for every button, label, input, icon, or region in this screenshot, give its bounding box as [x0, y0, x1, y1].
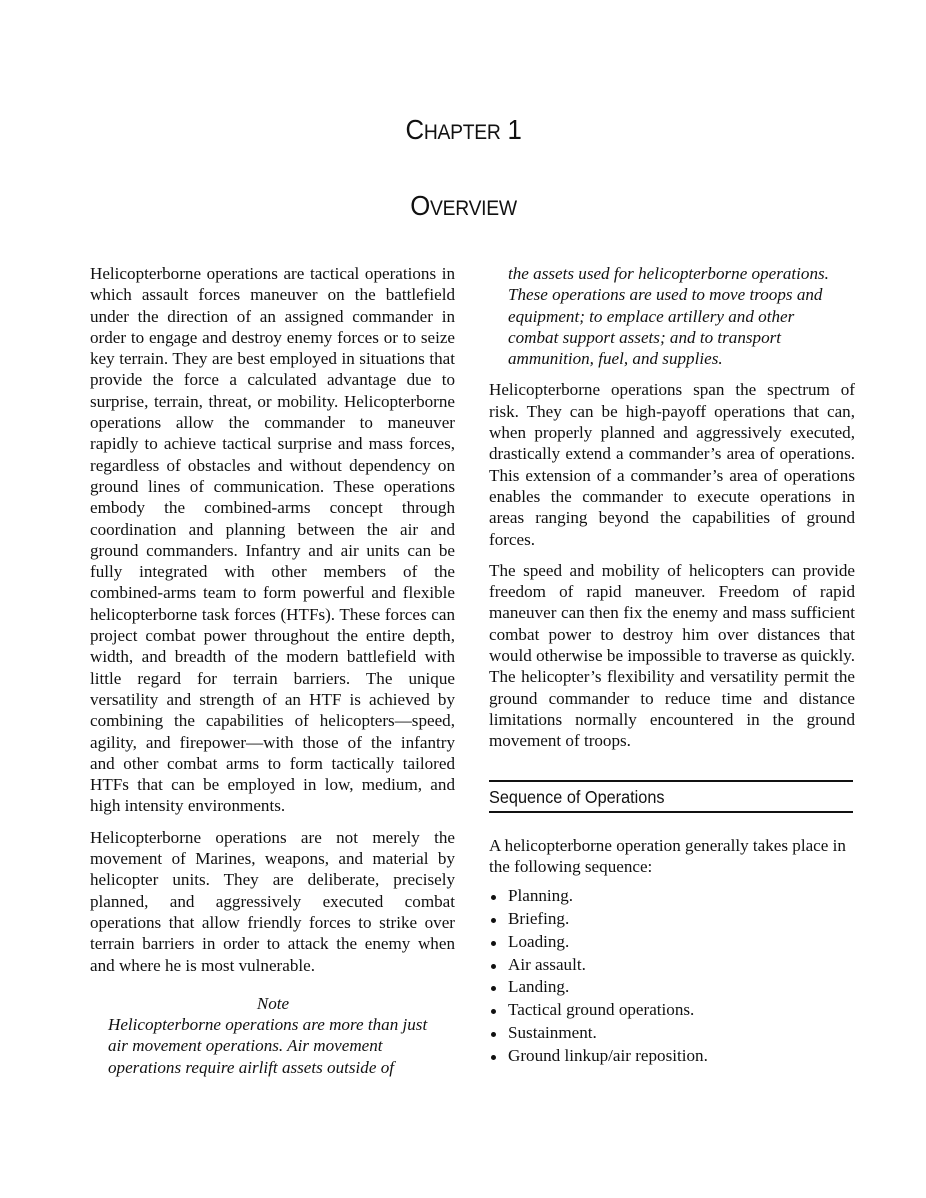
note-title: Note: [256, 993, 290, 1013]
list-item: [489, 976, 855, 999]
note-continuation: the assets used for helicopterborne operations. These operations are used to move troops and equipment; to emplace artillery and other combat support assets; and to transport ammunition, fuel, and supplies.: [508, 264, 829, 369]
chapter-label-initial: C: [405, 114, 424, 145]
list-item: [489, 908, 855, 931]
list-item: [489, 999, 855, 1022]
chapter-number: 1: [507, 114, 522, 145]
list-item: [489, 954, 855, 977]
list-item-text: Landing.: [508, 977, 570, 997]
paragraph-spectrum-of-risk: Helicopterborne operations span the spectrum of risk. They can be high-payoff operations that can, when properly planned and aggressively executed, drastically extend a commander’s area of operations. This extension of a commander’s area of operations enables the commander to execute operations in areas ranging beyond the capabilities of ground forces.: [489, 380, 855, 549]
chapter-label-rest: HAPTER: [423, 121, 501, 144]
note-text: Helicopterborne operations are more than just air movement operations. Air movement operations require airlift assets outside of: [108, 1015, 428, 1077]
section-header-sequence: [489, 780, 853, 813]
list-item: [489, 1045, 855, 1068]
bullet-icon: [491, 964, 496, 969]
bullet-icon: [491, 986, 496, 991]
list-item-text: Loading.: [508, 931, 570, 951]
list-item-text: Ground linkup/air reposition.: [508, 1045, 708, 1065]
paragraph-intro: Helicopterborne operations are tactical operations in which assault forces maneuver on the battlefield under the direction of an assigned commander in order to engage and destroy enemy forces or to seize key terrain. They are best employed in situations that provide the force a calculated advantage due to surprise, terrain, threat, or mobility. Helicopterborne operations allow the commander to maneuver rapidly to achieve tactical surprise and mass forces, regardless of obstacles and without dependency on ground lines of communication. These operations embody the combined-arms concept through coordination and planning between the air and ground commanders. Infantry and air units can be fully integrated with other members of the combined-arms team to form powerful and flexible helicopterborne task forces (HTFs). These forces can project combat power throughout the entire depth, width, and breadth of the modern battlefield with little regard for terrain barriers. The unique versatility and strength of an HTF is achieved by combining the capabilities of helicopters—speed, agility, and firepower—with those of the infantry and other combat arms to form tactically tailored HTFs that can be employed in low, medium, and high intensity environments.: [90, 264, 455, 816]
list-item-text: Planning.: [508, 886, 574, 906]
right-column: [489, 263, 855, 1068]
chapter-title: [38, 189, 890, 226]
list-item: [489, 931, 855, 954]
sequence-list: [489, 885, 855, 1067]
list-item-text: Tactical ground operations.: [508, 1000, 695, 1020]
note-block: [108, 993, 438, 1078]
section-title: Sequence of Operations: [489, 786, 665, 807]
list-item: [489, 885, 855, 908]
left-column: [90, 263, 455, 1078]
list-item-text: Air assault.: [508, 954, 586, 974]
bullet-icon: [491, 1032, 496, 1037]
chapter-label: [38, 113, 890, 150]
paragraph-not-merely: Helicopterborne operations are not merely the movement of Marines, weapons, and material by helicopter units. They are deliberate, precisely planned, and aggressively executed combat operations that allow friendly forces to strike over terrain barriers in order to attack the enemy when and where he is most vulnerable.: [90, 827, 455, 975]
chapter-title-rest: VERVIEW: [430, 197, 517, 220]
list-item-text: Sustainment.: [508, 1022, 597, 1042]
bullet-icon: [491, 1009, 496, 1014]
paragraph-speed-mobility: The speed and mobility of helicopters can provide freedom of rapid maneuver. Freedom of rapid maneuver can then fix the enemy and mass sufficient combat power to destroy him over distances that would otherwise be impossible to traverse as quickly. The helicopter’s flexibility and versatility permit the ground commander to reduce time and distance limitations normally encountered in the ground movement of troops.: [489, 560, 855, 751]
sequence-intro: A helicopterborne operation generally takes place in the following sequence:: [489, 835, 846, 876]
list-item-text: Briefing.: [508, 908, 570, 928]
list-item: [489, 1022, 855, 1045]
bullet-icon: [491, 895, 496, 900]
bullet-icon: [491, 1055, 496, 1060]
chapter-title-initial: O: [410, 190, 431, 221]
bullet-icon: [491, 941, 496, 946]
bullet-icon: [491, 918, 496, 923]
